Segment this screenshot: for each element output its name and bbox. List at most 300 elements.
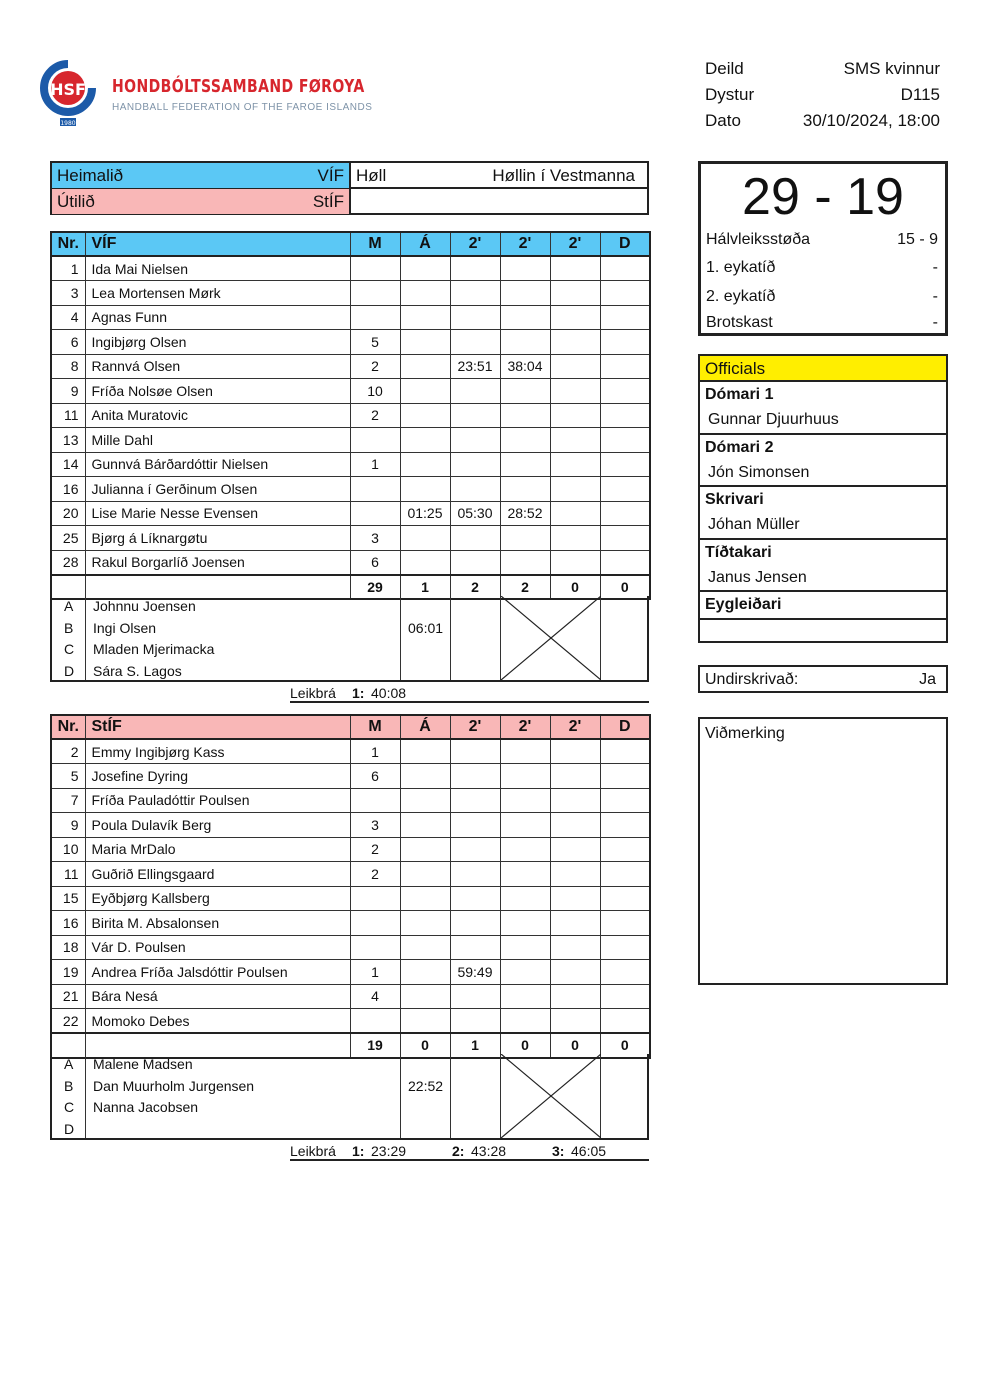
total-suspension-1: 2: [450, 575, 500, 600]
player-number: 16: [51, 477, 85, 502]
table-row: [51, 452, 650, 477]
player-suspension-1: 05:30: [450, 501, 500, 526]
player-name: Bjørg á Líknargøtu: [85, 526, 350, 551]
table-row: [51, 984, 650, 1009]
table-row: [51, 862, 650, 887]
player-suspension-1: [450, 256, 500, 281]
away-team-officials: [50, 1054, 649, 1140]
timeout-time: 23:29: [371, 1143, 407, 1159]
table-row: [51, 330, 650, 355]
away-team-row: [52, 189, 647, 214]
hall-name: Høllin í Vestmanna: [492, 166, 635, 185]
player-disqualification: [600, 788, 650, 813]
score-row-label: 2. eykatíð: [706, 288, 776, 305]
player-number: 6: [51, 330, 85, 355]
player-name: Gunnvá Bárðardóttir Nielsen: [85, 452, 350, 477]
away-player-table: [50, 714, 651, 1059]
federation-logo: [40, 58, 373, 132]
table-row: [51, 764, 650, 789]
player-suspension-2: [500, 960, 550, 985]
player-name: Birita M. Absalonsen: [85, 911, 350, 936]
col-suspension-2: 2': [500, 715, 550, 739]
player-suspension-1: [450, 886, 500, 911]
score-box: [698, 161, 948, 336]
player-warning: [400, 256, 450, 281]
score-row-label: 1. eykatíð: [706, 259, 776, 276]
player-goals: 1: [350, 452, 400, 477]
player-suspension-1: [450, 281, 500, 306]
player-suspension-2: [500, 330, 550, 355]
home-timeouts: [290, 684, 649, 703]
player-suspension-3: [550, 911, 600, 936]
player-number: 11: [51, 403, 85, 428]
player-suspension-1: [450, 935, 500, 960]
player-goals: [350, 281, 400, 306]
player-disqualification: [600, 354, 650, 379]
player-suspension-1: [450, 403, 500, 428]
player-suspension-2: [500, 428, 550, 453]
player-suspension-1: 59:49: [450, 960, 500, 985]
signed-value: Ja: [919, 671, 936, 688]
player-number: 11: [51, 862, 85, 887]
player-suspension-2: [500, 837, 550, 862]
player-suspension-3: [550, 305, 600, 330]
col-suspension-2: 2': [500, 232, 550, 256]
player-suspension-3: [550, 813, 600, 838]
official-person: Janus Jensen: [708, 568, 807, 586]
score-row-overtime-2: [706, 288, 938, 306]
oa-suspension-col: [451, 1054, 501, 1138]
player-number: 13: [51, 428, 85, 453]
player-name: Fríða Pauladóttir Poulsen: [85, 788, 350, 813]
player-suspension-3: [550, 330, 600, 355]
player-suspension-2: [500, 788, 550, 813]
federation-logo-mark: [40, 58, 96, 130]
player-suspension-1: [450, 764, 500, 789]
player-suspension-3: [550, 452, 600, 477]
cross-out-icon: [501, 596, 601, 680]
player-disqualification: [600, 960, 650, 985]
table-row: [51, 837, 650, 862]
player-warning: [400, 403, 450, 428]
player-warning: [400, 886, 450, 911]
player-name: Maria MrDalo: [85, 837, 350, 862]
official-letter: A: [64, 598, 74, 614]
player-disqualification: [600, 379, 650, 404]
table-row: [51, 788, 650, 813]
player-goals: [350, 911, 400, 936]
table-row: [51, 477, 650, 502]
player-goals: [350, 428, 400, 453]
player-number: 10: [51, 837, 85, 862]
col-goals: M: [350, 715, 400, 739]
meta-value: 30/10/2024, 18:00: [802, 111, 940, 130]
player-suspension-1: [450, 911, 500, 936]
remarks-box: [698, 717, 948, 985]
home-player-rows: [51, 256, 650, 575]
player-number: 14: [51, 452, 85, 477]
player-suspension-2: [500, 526, 550, 551]
meta-division: [705, 56, 940, 82]
hall-label: Høll: [356, 166, 387, 185]
score-row-value: -: [932, 259, 938, 276]
player-goals: 2: [350, 837, 400, 862]
player-number: 4: [51, 305, 85, 330]
player-number: 3: [51, 281, 85, 306]
player-disqualification: [600, 403, 650, 428]
official-role: Dómari 1: [705, 386, 774, 403]
player-goals: 3: [350, 813, 400, 838]
official-role: Dómari 2: [705, 438, 774, 456]
timeout-number: 3:: [552, 1143, 565, 1159]
table-row: [51, 305, 650, 330]
col-team-name: StÍF: [85, 715, 350, 739]
player-suspension-3: [550, 886, 600, 911]
player-suspension-1: [450, 984, 500, 1009]
table-row: [51, 960, 650, 985]
player-suspension-3: [550, 354, 600, 379]
player-number: 2: [51, 739, 85, 764]
player-number: 20: [51, 501, 85, 526]
score-row-value: -: [932, 314, 938, 331]
match-officials-panel: [698, 354, 948, 643]
federation-name: HONDBÓLTSSAMBAND FØROYA: [112, 76, 365, 97]
player-warning: [400, 526, 450, 551]
meta-label: Dystur: [705, 85, 755, 104]
player-number: 1: [51, 256, 85, 281]
player-goals: 2: [350, 403, 400, 428]
player-disqualification: [600, 501, 650, 526]
home-team-row: [52, 163, 647, 189]
player-disqualification: [600, 813, 650, 838]
timeout-time: 40:08: [371, 685, 407, 701]
player-goals: [350, 501, 400, 526]
player-warning: [400, 788, 450, 813]
player-goals: 2: [350, 354, 400, 379]
player-name: Agnas Funn: [85, 305, 350, 330]
away-team-cell: [52, 189, 351, 214]
player-warning: [400, 354, 450, 379]
official-timekeeper: [700, 540, 946, 593]
player-goals: [350, 886, 400, 911]
home-player-table: [50, 231, 651, 600]
player-warning: [400, 984, 450, 1009]
player-suspension-3: [550, 526, 600, 551]
player-suspension-3: [550, 960, 600, 985]
player-goals: [350, 788, 400, 813]
player-suspension-3: [550, 256, 600, 281]
player-suspension-2: [500, 911, 550, 936]
player-name: Andrea Fríða Jalsdóttir Poulsen: [85, 960, 350, 985]
away-team-label: Útilið: [57, 192, 95, 211]
table-row: [51, 813, 650, 838]
player-number: 25: [51, 526, 85, 551]
col-nr: Nr.: [51, 715, 85, 739]
table-row: [51, 354, 650, 379]
player-suspension-2: [500, 764, 550, 789]
player-warning: [400, 305, 450, 330]
player-warning: [400, 764, 450, 789]
player-name: Mille Dahl: [85, 428, 350, 453]
player-suspension-1: [450, 837, 500, 862]
col-goals: M: [350, 232, 400, 256]
col-suspension-3: 2': [550, 232, 600, 256]
player-suspension-2: [500, 862, 550, 887]
table-row: [51, 403, 650, 428]
total-suspension-2: 2: [500, 575, 550, 600]
total-suspension-2: 0: [500, 1033, 550, 1058]
official-letter: D: [64, 662, 75, 679]
player-name: Anita Muratovic: [85, 403, 350, 428]
total-goals: 29: [350, 575, 400, 600]
official-person: Jón Simonsen: [708, 463, 810, 481]
player-disqualification: [600, 526, 650, 551]
official-letter: B: [64, 619, 74, 636]
player-disqualification: [600, 984, 650, 1009]
col-suspension-1: 2': [450, 232, 500, 256]
cross-out-icon: [501, 1054, 601, 1138]
away-player-rows: [51, 739, 650, 1033]
player-warning: [400, 862, 450, 887]
player-disqualification: [600, 428, 650, 453]
timeout-number: 1:: [352, 685, 365, 701]
player-suspension-1: 23:51: [450, 354, 500, 379]
total-disqualifications: 0: [600, 575, 650, 600]
player-warning: [400, 550, 450, 575]
player-name: Bára Nesá: [85, 984, 350, 1009]
player-suspension-1: [450, 330, 500, 355]
official-secretary: [700, 487, 946, 540]
score-row-value: -: [932, 288, 938, 305]
player-suspension-2: [500, 452, 550, 477]
player-name: Julianna í Gerðinum Olsen: [85, 477, 350, 502]
player-warning: [400, 477, 450, 502]
player-goals: 2: [350, 862, 400, 887]
player-suspension-2: [500, 281, 550, 306]
away-table-header: [51, 715, 650, 739]
home-table-header: [51, 232, 650, 256]
player-suspension-2: [500, 379, 550, 404]
away-team-name: StÍF: [312, 192, 344, 211]
player-name: Rannvá Olsen: [85, 354, 350, 379]
table-row: [51, 739, 650, 764]
player-disqualification: [600, 256, 650, 281]
home-team-cell: [52, 163, 351, 188]
player-name: Vár D. Poulsen: [85, 935, 350, 960]
player-suspension-2: [500, 813, 550, 838]
total-warnings: 1: [400, 575, 450, 600]
player-suspension-1: [450, 379, 500, 404]
player-name: Rakul Borgarlíð Joensen: [85, 550, 350, 575]
player-suspension-3: [550, 379, 600, 404]
official-name: Nanna Jacobsen: [93, 1099, 199, 1115]
meta-value: SMS kvinnur: [843, 59, 940, 78]
player-name: Fríða Nolsøe Olsen: [85, 379, 350, 404]
player-disqualification: [600, 452, 650, 477]
player-disqualification: [600, 330, 650, 355]
svg-text:HSF: HSF: [50, 80, 86, 99]
player-disqualification: [600, 935, 650, 960]
player-suspension-3: [550, 403, 600, 428]
col-suspension-1: 2': [450, 715, 500, 739]
player-goals: [350, 1009, 400, 1034]
player-name: Emmy Ingibjørg Kass: [85, 739, 350, 764]
official-name: Mladen Mjerimacka: [93, 641, 215, 657]
player-name: Momoko Debes: [85, 1009, 350, 1034]
player-goals: [350, 256, 400, 281]
col-disqualification: D: [600, 232, 650, 256]
remarks-label: Viðmerking: [705, 725, 785, 742]
table-row: [51, 935, 650, 960]
player-suspension-3: [550, 862, 600, 887]
player-suspension-3: [550, 501, 600, 526]
player-suspension-1: [450, 1009, 500, 1034]
player-goals: [350, 305, 400, 330]
total-warnings: 0: [400, 1033, 450, 1058]
player-name: Ida Mai Nielsen: [85, 256, 350, 281]
table-row: [51, 886, 650, 911]
player-suspension-2: 28:52: [500, 501, 550, 526]
total-suspension-3: 0: [550, 1033, 600, 1058]
timeout-time: 46:05: [571, 1143, 607, 1159]
total-suspension-1: 1: [450, 1033, 500, 1058]
player-suspension-1: [450, 788, 500, 813]
official-name: Malene Madsen: [93, 1056, 193, 1072]
player-suspension-1: [450, 477, 500, 502]
player-goals: 1: [350, 960, 400, 985]
player-warning: [400, 428, 450, 453]
table-row: [51, 501, 650, 526]
official-delegate-divider: [700, 618, 946, 620]
score-row-halftime: [706, 231, 938, 249]
player-number: 9: [51, 813, 85, 838]
player-goals: 1: [350, 739, 400, 764]
official-warning-time: 06:01: [408, 619, 444, 636]
player-warning: [400, 813, 450, 838]
player-suspension-2: 38:04: [500, 354, 550, 379]
official-name: Ingi Olsen: [93, 619, 157, 636]
player-number: 7: [51, 788, 85, 813]
official-letter: D: [64, 1120, 75, 1137]
player-suspension-2: [500, 1009, 550, 1034]
teams-box: [50, 161, 649, 215]
official-letter: C: [64, 1099, 75, 1115]
home-team-label: Heimalið: [57, 166, 124, 185]
player-suspension-2: [500, 739, 550, 764]
player-goals: 4: [350, 984, 400, 1009]
officials-header: Officials: [700, 356, 946, 382]
player-number: 22: [51, 1009, 85, 1034]
player-number: 21: [51, 984, 85, 1009]
table-row: [51, 281, 650, 306]
federation-subtitle: HANDBALL FEDERATION OF THE FAROE ISLANDS: [112, 102, 373, 113]
total-goals: 19: [350, 1033, 400, 1058]
official-letter: B: [64, 1077, 74, 1094]
player-suspension-3: [550, 837, 600, 862]
player-goals: 6: [350, 550, 400, 575]
player-warning: [400, 935, 450, 960]
player-suspension-1: [450, 305, 500, 330]
player-disqualification: [600, 764, 650, 789]
player-name: Ingibjørg Olsen: [85, 330, 350, 355]
table-row: [51, 911, 650, 936]
score-row-label: Brotskast: [706, 314, 773, 331]
player-name: Guðrið Ellingsgaard: [85, 862, 350, 887]
official-letter: A: [64, 1056, 74, 1072]
player-suspension-3: [550, 764, 600, 789]
timeouts-label: Leikbrá: [290, 1143, 336, 1159]
timeout-number: 1:: [352, 1143, 365, 1159]
player-suspension-2: [500, 984, 550, 1009]
player-name: Eyðbjørg Kallsberg: [85, 886, 350, 911]
player-warning: [400, 1009, 450, 1034]
player-suspension-2: [500, 935, 550, 960]
total-disqualifications: 0: [600, 1033, 650, 1058]
player-warning: 01:25: [400, 501, 450, 526]
score-row-value: 15 - 9: [897, 231, 938, 248]
player-disqualification: [600, 305, 650, 330]
player-suspension-3: [550, 739, 600, 764]
table-row: [51, 1009, 650, 1034]
table-row: [51, 428, 650, 453]
player-disqualification: [600, 739, 650, 764]
player-suspension-2: [500, 256, 550, 281]
official-role: Eygleiðari: [705, 596, 782, 613]
score-row-overtime-1: [706, 259, 938, 277]
player-suspension-2: [500, 403, 550, 428]
player-suspension-3: [550, 935, 600, 960]
player-suspension-3: [550, 428, 600, 453]
player-number: 18: [51, 935, 85, 960]
player-disqualification: [600, 477, 650, 502]
player-goals: 10: [350, 379, 400, 404]
player-warning: [400, 739, 450, 764]
meta-value: D115: [900, 85, 940, 104]
away-timeouts: [290, 1142, 649, 1161]
home-team-name: VÍF: [317, 166, 344, 185]
score-row-penalties: [706, 314, 938, 332]
player-suspension-1: [450, 862, 500, 887]
oa-suspension-col: [451, 596, 501, 680]
player-suspension-1: [450, 452, 500, 477]
official-referee-2: [700, 435, 946, 488]
player-goals: [350, 935, 400, 960]
player-disqualification: [600, 862, 650, 887]
table-row: [51, 550, 650, 575]
official-name: Dan Muurholm Jurgensen: [93, 1077, 255, 1094]
player-suspension-2: [500, 550, 550, 575]
player-name: Lise Marie Nesse Evensen: [85, 501, 350, 526]
official-name: Johnnu Joensen: [93, 598, 196, 614]
player-suspension-2: [500, 886, 550, 911]
table-row: [51, 379, 650, 404]
player-number: 5: [51, 764, 85, 789]
col-warning: Á: [400, 232, 450, 256]
official-referee-1: [700, 382, 946, 435]
timeout-time: 43:28: [471, 1143, 507, 1159]
player-disqualification: [600, 886, 650, 911]
score-row-label: Hálvleiksstøða: [706, 231, 811, 248]
player-suspension-1: [450, 550, 500, 575]
player-number: 28: [51, 550, 85, 575]
player-suspension-3: [550, 788, 600, 813]
player-disqualification: [600, 1009, 650, 1034]
player-suspension-3: [550, 477, 600, 502]
meta-match: [705, 82, 940, 108]
col-team-name: VÍF: [85, 232, 350, 256]
player-suspension-1: [450, 813, 500, 838]
player-goals: 3: [350, 526, 400, 551]
